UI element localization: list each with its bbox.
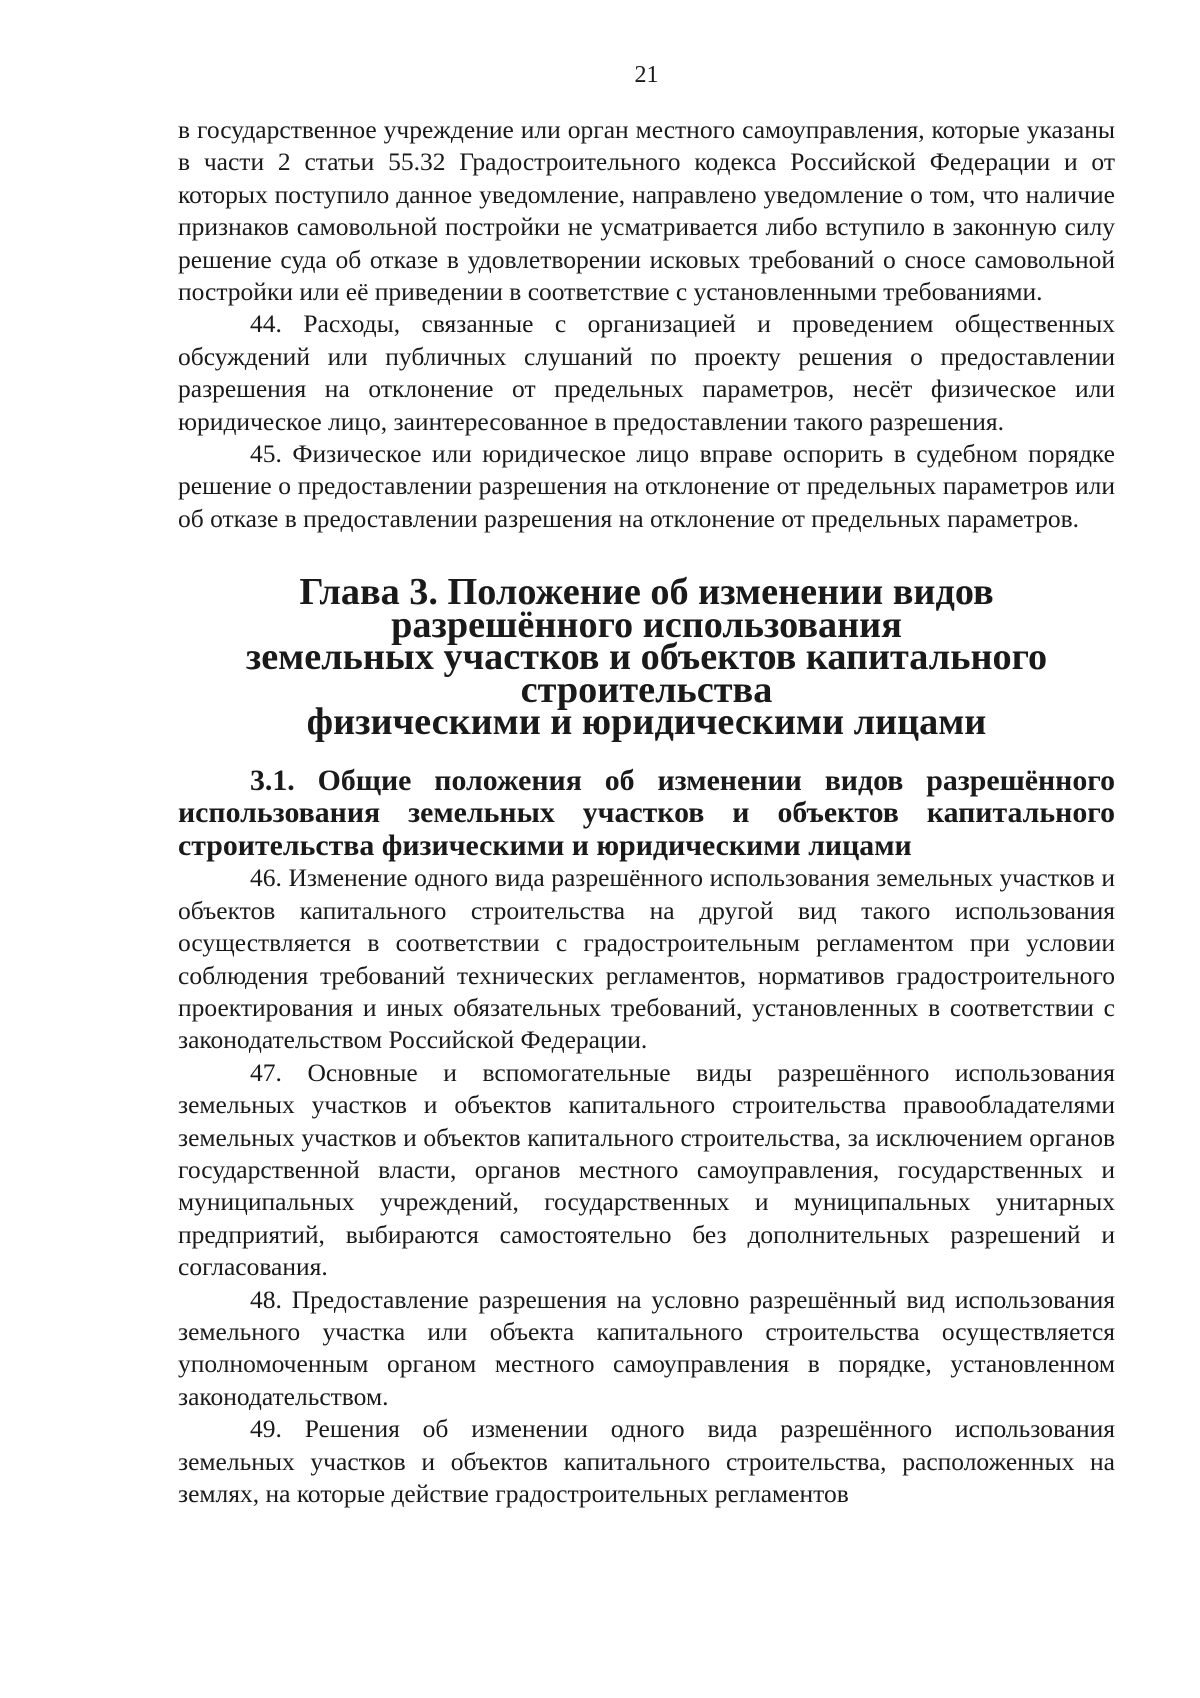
paragraph-49: 49. Решения об изменении одного вида разрешённого использования земельных участков и объектов капитального строительства, расположенных на землях, на которые действие градостроительных регламентов: [178, 1414, 1115, 1508]
paragraph-45: 45. Физическое или юридическое лицо вправе оспорить в судебном порядке решение о предоставлении разрешения на отклонение от предельных параметров или об отказе в предоставлении разрешения на отклонение от предельных параметров.: [178, 439, 1115, 533]
chapter-title: [178, 571, 1115, 744]
chapter-title-line-1: Глава 3. Положение об изменении видов разрешённого использования: [299, 571, 994, 646]
paragraph-46: 46. Изменение одного вида разрешённого использования земельных участков и объектов капитального строительства на другой вид такого использования осуществляется в соответствии с градостроительным регламентом при условии соблюдения требований технических регламентов, нормативов градостроительного проектирования и иных обязательных требований, установленных в соответствии с законодательством Российской Федерации.: [178, 863, 1115, 1055]
paragraph-48: 48. Предоставление разрешения на условно разрешённый вид использования земельного участка или объекта капитального строительства осуществляется уполномоченным органом местного самоуправления в порядке, установленном законодательством.: [178, 1284, 1115, 1411]
document-page: [178, 60, 1115, 1510]
page-number: 21: [634, 62, 659, 88]
chapter-title-line-2: земельных участков и объектов капитального строительства: [245, 636, 1048, 711]
paragraph-47: 47. Основные и вспомогательные виды разрешённого использования земельных участков и объектов капитального строительства правообладателями земельных участков и объектов капитального строительства, за исключением органов государственной власти, органов местного самоуправления, государственных и муниципальных учреждений, государственных и муниципальных унитарных предприятий, выбираются самостоятельно без дополнительных разрешений и согласования.: [178, 1057, 1115, 1282]
section-title: 3.1. Общие положения об изменении видов разрешённого использования земельных участков и объектов капитального строительства физическими и юридическими лицами: [178, 763, 1115, 862]
paragraph-44: 44. Расходы, связанные с организацией и проведением общественных обсуждений или публичных слушаний по проекту решения о предоставлении разрешения на отклонение от предельных параметров, несёт физическое или юридическое лицо, заинтересованное в предоставлении такого разрешения.: [178, 309, 1115, 436]
chapter-title-line-3: физическими и юридическими лицами: [306, 701, 987, 744]
paragraph-continuation: в государственное учреждение или орган местного самоуправления, которые указаны в части 2 статьи 55.32 Градостроительного кодекса Российской Федерации и от которых поступило данное уведомление, направлено уведомление о том, что наличие признаков самовольной постройки не усматривается либо вступило в законную силу решение суда об отказе в удовлетворении исковых требований о сносе самовольной постройки или её приведении в соответствие с установленными требованиями.: [178, 115, 1115, 307]
